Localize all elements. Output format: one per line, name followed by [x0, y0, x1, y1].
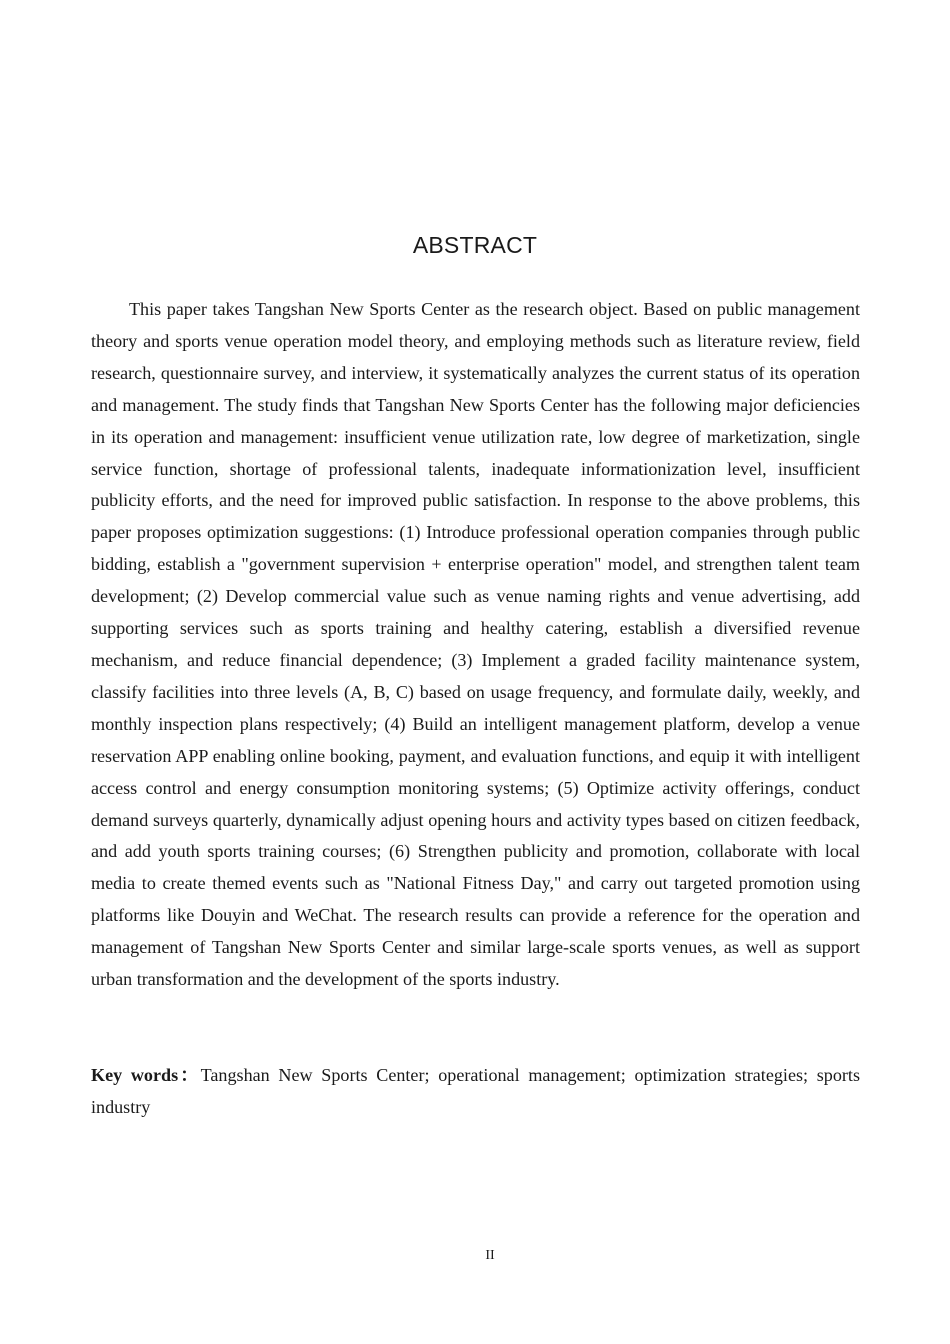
keywords-label: Key words： — [91, 1065, 201, 1085]
abstract-paragraph: This paper takes Tangshan New Sports Center as the research object. Based on public management theory and sports venue operation model theory, and employing methods such as literature review, field research, questionnaire survey, and interview, it systematically analyzes the current status of its operation and management. The study finds that Tangshan New Sports Center has the following major deficiencies in its operation and management: insufficient venue utilization rate, low degree of marketization, single service function, shortage of professional talents, inadequate informationization level, insufficient publicity efforts, and the need for improved public satisfaction. In response to the above problems, this paper proposes optimization suggestions: (1) Introduce professional operation companies through public bidding, establish a "government supervision + enterprise operation" model, and strengthen talent team development; (2) Develop commercial value such as venue naming rights and venue advertising, add supporting services such as sports training and healthy catering, establish a diversified revenue mechanism, and reduce financial dependence; (3) Implement a graded facility maintenance system, classify facilities into three levels (A, B, C) based on usage frequency, and formulate daily, weekly, and monthly inspection plans respectively; (4) Build an intelligent management platform, develop a venue reservation APP enabling online booking, payment, and evaluation functions, and equip it with intelligent access control and energy consumption monitoring systems; (5) Optimize activity offerings, conduct demand surveys quarterly, dynamically adjust opening hours and activity types based on citizen feedback, and add youth sports training courses; (6) Strengthen publicity and promotion, collaborate with local media to create themed events such as "National Fitness Day," and carry out targeted promotion using platforms like Douyin and WeChat. The research results can provide a reference for the operation and management of Tangshan New Sports Center and similar large-scale sports venues, as well as support urban transformation and the development of the sports industry. — [91, 299, 860, 990]
page-number: II — [485, 1248, 495, 1263]
keywords-text: Tangshan New Sports Center; operational management; optimization strategies; sports industry — [91, 1065, 860, 1117]
keywords-line — [91, 1060, 860, 1124]
abstract-title: ABSTRACT — [412, 232, 538, 258]
